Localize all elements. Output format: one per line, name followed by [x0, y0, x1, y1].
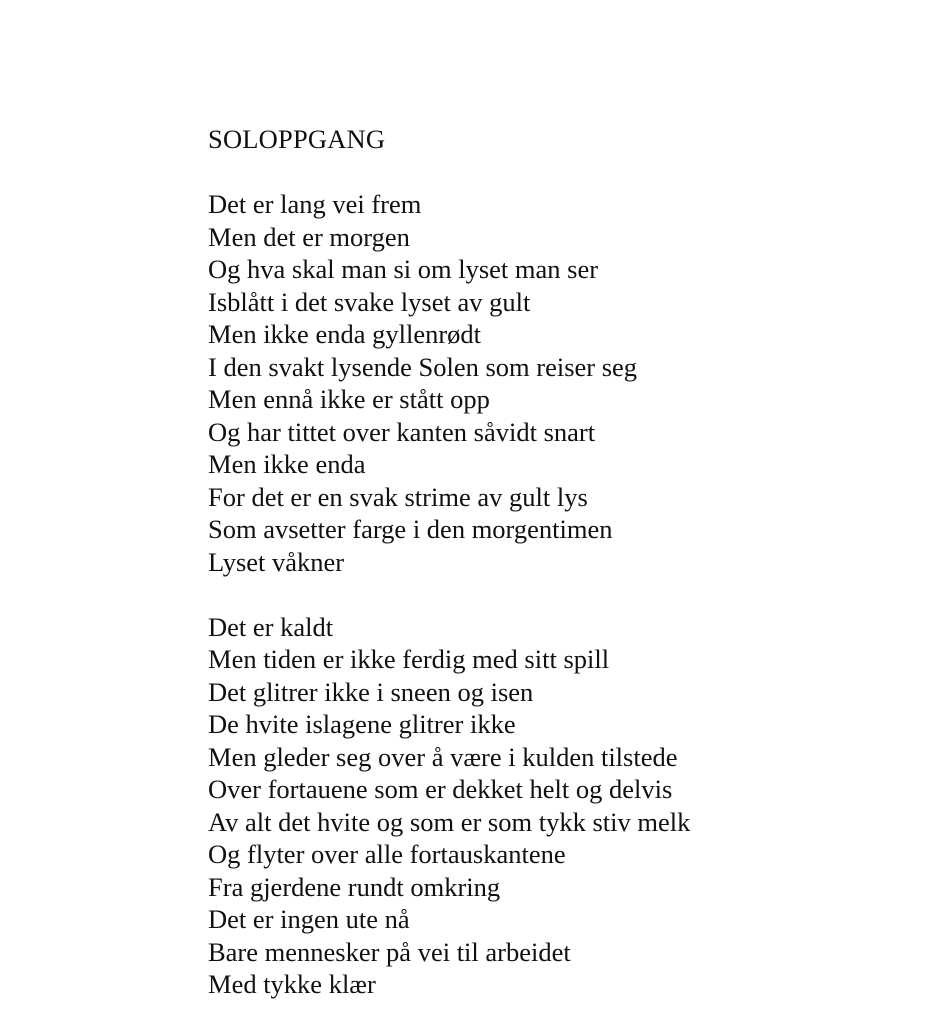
poem-line: Det er kaldt [208, 611, 334, 642]
poem-line: For det er en svak strime av gult lys [208, 481, 588, 512]
poem-line: Det glitrer ikke i sneen og isen [208, 676, 534, 707]
poem-line: Men tiden er ikke ferdig med sitt spill [208, 644, 610, 674]
poem-line: Men ikke enda gyllenrødt [208, 319, 482, 349]
stanza-2 [208, 611, 928, 1001]
poem-line: Lyset våkner [208, 546, 345, 577]
poem-line: Og har tittet over kanten såvidt snart [208, 416, 596, 447]
poem-line: Men ikke enda [208, 449, 366, 479]
poem-line: De hvite islagene glitrer ikke [208, 709, 516, 739]
stanza-gap [208, 578, 928, 611]
poem-line: Over fortauene som er dekket helt og delvis [208, 774, 673, 804]
poem-line: Men det er morgen [208, 221, 410, 252]
poem-line: Isblått i det svake lyset av gult [208, 286, 531, 317]
stanza-gap [208, 156, 928, 189]
poem-line: Bare mennesker på vei til arbeidet [208, 936, 571, 967]
poem-line: Det er ingen ute nå [208, 904, 410, 934]
poem-line: Men ennå ikke er stått opp [208, 384, 490, 414]
poem-line: Men gleder seg over å være i kulden tilstede [208, 741, 678, 772]
poem-line: I den svakt lysende Solen som reiser seg [208, 351, 638, 382]
poem-line: Av alt det hvite og som er som tykk stiv melk [208, 806, 691, 837]
poem-line: Fra gjerdene rundt omkring [208, 871, 501, 902]
poem [208, 123, 928, 1001]
poem-line: Som avsetter farge i den morgentimen [208, 514, 613, 544]
stanza-1 [208, 188, 928, 578]
poem-line: Med tykke klær [208, 969, 376, 999]
poem-line: Det er lang vei frem [208, 189, 422, 219]
poem-line: Og flyter over alle fortauskantene [208, 839, 566, 869]
poem-line: Og hva skal man si om lyset man ser [208, 254, 599, 284]
poem-title: SOLOPPGANG [208, 124, 386, 154]
